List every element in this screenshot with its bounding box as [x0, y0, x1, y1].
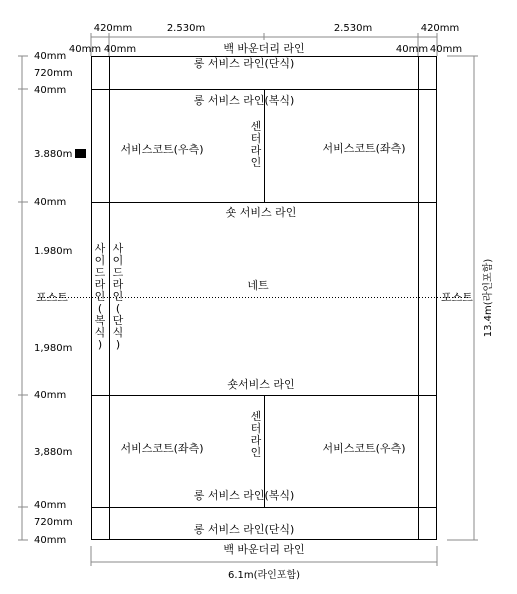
dim-top-40-d: 40mm: [429, 44, 463, 55]
court-labels: [36, 41, 473, 556]
post-label-right: 포스트: [441, 291, 473, 304]
dim-left-40-4: 40mm: [34, 390, 67, 401]
long-service-singles-label-top: 롱 서비스 라인(단식): [193, 57, 295, 70]
side-line-singles-label: 사 이 드 라 인 ( 단 식 ): [112, 242, 124, 351]
dim-left-40-3: 40mm: [34, 197, 67, 208]
side-line-doubles-label: 사 이 드 라 인 ( 복 식 ): [94, 242, 106, 351]
post-label-left: 포스트: [36, 291, 68, 304]
short-service-label-top: 숏 서비스 라인: [225, 206, 297, 219]
dim-total-length: 13.4m(라인포함): [483, 258, 494, 338]
long-service-doubles-label-bottom: 롱 서비스 라인(복식): [193, 489, 295, 502]
back-boundary-label-bottom: 백 바운더리 라인: [223, 543, 305, 556]
dim-left-40-1: 40mm: [34, 51, 67, 62]
dim-left-720-1: 720mm: [34, 68, 73, 79]
dim-top-420-left: 420mm: [93, 23, 133, 34]
service-court-label-bottom-right: 서비스코트(우측): [322, 442, 406, 455]
center-line-label-top: 센 터 라 인: [250, 120, 262, 169]
dimension-guides: [18, 33, 478, 566]
service-court-label-bottom-left: 서비스코트(좌측): [120, 442, 204, 455]
center-line-label-bottom: 센 터 라 인: [250, 410, 262, 459]
dim-left-40-6: 40mm: [34, 535, 67, 546]
dim-left-3880-1: 3.880m: [34, 149, 73, 160]
long-service-singles-label-bottom: 롱 서비스 라인(단식): [193, 523, 295, 536]
service-court-label-top-right: 서비스코트(좌측): [322, 142, 406, 155]
dim-total-width: 6.1m(라인포함): [227, 570, 301, 581]
back-boundary-label-top: 백 바운더리 라인: [223, 42, 305, 55]
dim-left-720-2: 720mm: [34, 517, 73, 528]
post-marker: [75, 149, 86, 158]
dim-left-40-5: 40mm: [34, 500, 67, 511]
long-service-doubles-label-top: 롱 서비스 라인(복식): [193, 94, 295, 107]
service-court-label-top-left: 서비스코트(우측): [120, 143, 204, 156]
short-service-label-bottom: 숏서비스 라인: [227, 378, 295, 391]
dim-top-40-c: 40mm: [395, 44, 429, 55]
dim-top-2530-right: 2.530m: [333, 23, 373, 34]
net-label: 네트: [247, 279, 269, 292]
dim-left-1980-1: 1.980m: [34, 246, 73, 257]
dim-top-420-right: 420mm: [420, 23, 460, 34]
dim-top-2530-left: 2.530m: [166, 23, 206, 34]
dim-top-40-a: 40mm: [68, 44, 102, 55]
dim-left-1980-2: 1,980m: [34, 343, 73, 354]
dim-left-40-2: 40mm: [34, 85, 67, 96]
dim-top-40-b: 40mm: [103, 44, 137, 55]
dim-left-3880-2: 3,880m: [34, 447, 73, 458]
